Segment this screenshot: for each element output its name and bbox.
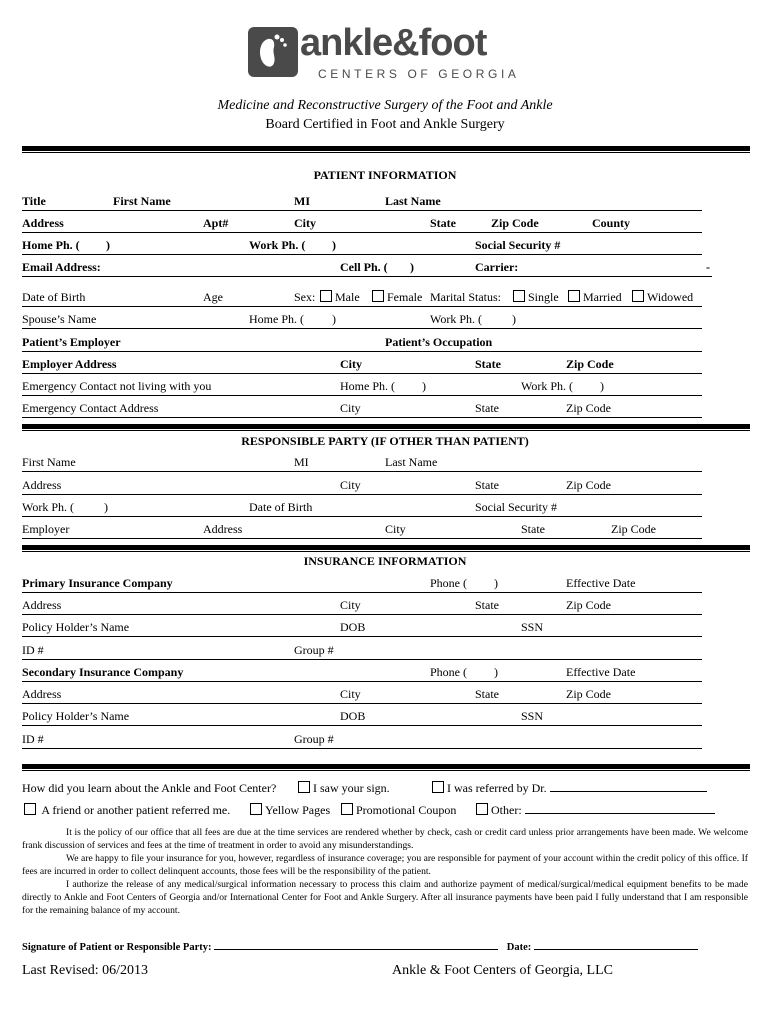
field-label: Address	[22, 598, 62, 612]
field-label: Last Name	[385, 194, 441, 208]
field-label: State	[475, 687, 499, 701]
date-line[interactable]	[534, 940, 698, 950]
checkbox-yellow-pages[interactable]	[250, 803, 330, 818]
field-label: )	[512, 312, 516, 326]
form-row[interactable]	[22, 287, 702, 307]
field-label: Date of Birth	[22, 290, 86, 304]
divider	[22, 430, 750, 431]
logo-foot-icon	[248, 27, 298, 77]
divider	[22, 551, 750, 552]
tagline-certification: Board Certified in Foot and Ankle Surgery	[265, 117, 505, 132]
field-label: Marital Status:	[430, 290, 501, 304]
field-label: Phone (	[430, 576, 467, 590]
checkbox-promo[interactable]	[341, 803, 456, 818]
field-label: City	[385, 522, 406, 536]
divider	[22, 152, 750, 153]
field-label: MI	[294, 455, 309, 469]
checkbox-label: Other:	[491, 803, 522, 817]
field-label: Group #	[294, 732, 334, 746]
other-line[interactable]	[525, 803, 715, 814]
field-label: Carrier:	[475, 260, 519, 274]
form-row[interactable]	[22, 497, 702, 517]
field-label: Zip Code	[611, 522, 656, 536]
field-label: Work Ph. (	[22, 500, 75, 514]
form-row[interactable]	[22, 640, 702, 660]
checkbox-other[interactable]	[476, 803, 715, 818]
form-row[interactable]	[22, 354, 702, 374]
form-row[interactable]	[22, 595, 702, 615]
checkbox-friend[interactable]	[24, 803, 230, 818]
checkbox-label: I saw your sign.	[313, 781, 390, 795]
field-label: City	[340, 401, 361, 415]
checkbox-single[interactable]	[513, 290, 559, 305]
field-label: State	[475, 401, 499, 415]
field-label: Patient’s Employer	[22, 335, 121, 349]
checkbox-label: I was referred by Dr.	[447, 781, 547, 795]
policy-paragraph: It is the policy of our office that all fees are due at the time services are rendered whether by check, cash or credit card unless prior arrangements have been made. We welcome frank discussion of services and fees at the time of treatment in order to avoid any misunderstandings.	[22, 827, 748, 851]
field-label: )	[600, 379, 604, 393]
form-row[interactable]	[22, 452, 702, 472]
field-label: DOB	[340, 709, 366, 723]
field-label: City	[340, 687, 361, 701]
field-label: State	[475, 357, 501, 371]
field-label: Zip Code	[566, 357, 614, 371]
field-label: Zip Code	[566, 401, 611, 415]
field-label: MI	[294, 194, 310, 208]
field-label: Zip Code	[566, 598, 611, 612]
checkbox-label: A friend or another patient referred me.	[41, 803, 231, 817]
form-row[interactable]	[22, 475, 702, 495]
field-label: Apt#	[203, 216, 229, 230]
field-label: )	[494, 576, 498, 590]
field-label: SSN	[521, 620, 544, 634]
checkbox-female[interactable]	[372, 290, 422, 305]
footer-revised: Last Revised: 06/2013	[22, 963, 148, 978]
field-label: )	[494, 665, 498, 679]
logo-subtitle: CENTERS OF GEORGIA	[318, 67, 520, 81]
field-label: Email Address:	[22, 260, 101, 274]
field-label: SSN	[521, 709, 544, 723]
field-label: Title	[22, 194, 46, 208]
form-row[interactable]	[22, 191, 702, 211]
field-label: Group #	[294, 643, 334, 657]
tagline-specialty: Medicine and Reconstructive Surgery of the Foot and Ankle	[217, 98, 553, 113]
field-label: Date of Birth	[249, 500, 313, 514]
divider	[22, 146, 750, 151]
field-label: Social Security #	[475, 500, 557, 514]
section-title-insurance: INSURANCE INFORMATION	[303, 554, 467, 568]
field-label: State	[475, 598, 499, 612]
field-label: Effective Date	[566, 576, 636, 590]
form-row[interactable]	[22, 376, 702, 396]
field-label: Emergency Contact Address	[22, 401, 159, 415]
field-label: City	[340, 478, 361, 492]
checkbox-widowed[interactable]	[632, 290, 693, 305]
policy-paragraph: I authorize the release of any medical/surgical information necessary to process this claim and authorize payment of medical/surgical/medical equipment benefits to be made directly to Ankle and Foot Centers of Georgia and/or International Center for Foot and Ankle Surgery. After all insurance payments have been paid I fully understand that I am responsible for the remaining balance of my account.	[22, 879, 748, 916]
field-label: Employer Address	[22, 357, 117, 371]
field-label: ID #	[22, 732, 44, 746]
field-label: )	[106, 238, 110, 252]
field-label: Policy Holder’s Name	[22, 620, 130, 634]
field-label: Last Name	[385, 455, 438, 469]
field-label: Address	[203, 522, 243, 536]
checkbox-label: Widowed	[647, 290, 694, 304]
divider	[22, 545, 750, 550]
field-label: State	[430, 216, 456, 230]
form-row[interactable]	[22, 519, 702, 539]
form-row[interactable]	[22, 684, 702, 704]
divider	[22, 764, 750, 769]
field-label: DOB	[340, 620, 366, 634]
field-label: Phone (	[430, 665, 467, 679]
logo-wordmark: ankle&foot	[300, 22, 487, 64]
form-row[interactable]	[22, 213, 702, 233]
checkbox-saw-sign[interactable]	[298, 781, 390, 796]
field-label: City	[340, 357, 362, 371]
field-label: Home Ph. (	[340, 379, 395, 393]
form-row[interactable]	[22, 257, 712, 277]
field-label: )	[332, 312, 336, 326]
field-label: Sex:	[294, 290, 316, 304]
field-label: City	[340, 598, 361, 612]
field-label: Work Ph. (	[521, 379, 574, 393]
checkbox-label: Male	[335, 290, 360, 304]
field-label: Patient’s Occupation	[385, 335, 493, 349]
field-label: State	[475, 478, 499, 492]
field-label: Age	[203, 290, 223, 304]
policy-paragraph: We are happy to file your insurance for you, however, regardless of insurance coverage; you are responsible for payment of your account within the credit policy of this office. If fees are incurred in order to collect delinquent accounts, those fees will be the responsibility of the patient.	[22, 853, 748, 877]
checkbox-label: Promotional Coupon	[356, 803, 457, 817]
field-label: )	[422, 379, 426, 393]
section-title-responsible: RESPONSIBLE PARTY (IF OTHER THAN PATIENT)	[241, 434, 529, 448]
date-label: Date:	[506, 942, 532, 953]
field-label: Address	[22, 687, 62, 701]
section-title-patient: PATIENT INFORMATION	[313, 168, 457, 182]
referral-question: How did you learn about the Ankle and Foot Center?	[22, 781, 277, 795]
form-row[interactable]	[22, 617, 702, 637]
checkbox-label: Female	[387, 290, 423, 304]
form-row[interactable]	[22, 235, 702, 255]
checkbox-married[interactable]	[568, 290, 622, 305]
checkbox-male[interactable]	[320, 290, 360, 305]
policy-text	[22, 826, 748, 917]
field-label: Address	[22, 216, 64, 230]
referred-dr-line[interactable]	[550, 781, 707, 792]
field-label: Address	[22, 478, 62, 492]
field-label: First Name	[22, 455, 76, 469]
form-row[interactable]	[22, 332, 702, 352]
divider	[22, 424, 750, 429]
field-label: Employer	[22, 522, 70, 536]
checkbox-label: Single	[528, 290, 559, 304]
field-label: First Name	[113, 194, 171, 208]
form-row[interactable]	[22, 573, 702, 593]
field-label: City	[294, 216, 316, 230]
field-label: Home Ph. (	[249, 312, 304, 326]
checkbox-label: Yellow Pages	[265, 803, 331, 817]
form-row[interactable]	[22, 309, 702, 329]
field-label: Policy Holder’s Name	[22, 709, 130, 723]
signature-row	[22, 940, 698, 953]
form-row[interactable]	[22, 706, 702, 726]
checkbox-label: Married	[583, 290, 622, 304]
field-label: Spouse’s Name	[22, 312, 97, 326]
field-label: )	[410, 260, 414, 274]
field-label: )	[104, 500, 108, 514]
form-row[interactable]	[22, 398, 702, 418]
field-label: Cell Ph. (	[340, 260, 388, 274]
field-label: Work Ph. (	[249, 238, 306, 252]
field-label: Effective Date	[566, 665, 636, 679]
field-label: County	[592, 216, 631, 230]
field-label: Zip Code	[566, 687, 611, 701]
field-label: Work Ph. (	[430, 312, 483, 326]
field-label: Primary Insurance Company	[22, 576, 173, 590]
field-label: )	[332, 238, 336, 252]
field-label: Secondary Insurance Company	[22, 665, 184, 679]
field-label: Zip Code	[566, 478, 611, 492]
form-row[interactable]	[22, 662, 702, 682]
field-label: Zip Code	[491, 216, 539, 230]
field-label: -	[706, 260, 710, 274]
signature-label: Signature of Patient or Responsible Party:	[22, 942, 212, 953]
form-row[interactable]	[22, 729, 702, 749]
divider	[22, 770, 750, 771]
field-label: ID #	[22, 643, 44, 657]
checkbox-referred-dr[interactable]	[432, 781, 707, 796]
signature-line[interactable]	[214, 940, 498, 950]
field-label: Emergency Contact not living with you	[22, 379, 212, 393]
footer-company: Ankle & Foot Centers of Georgia, LLC	[392, 963, 613, 978]
field-label: Social Security #	[475, 238, 561, 252]
field-label: Home Ph. (	[22, 238, 80, 252]
field-label: State	[521, 522, 545, 536]
